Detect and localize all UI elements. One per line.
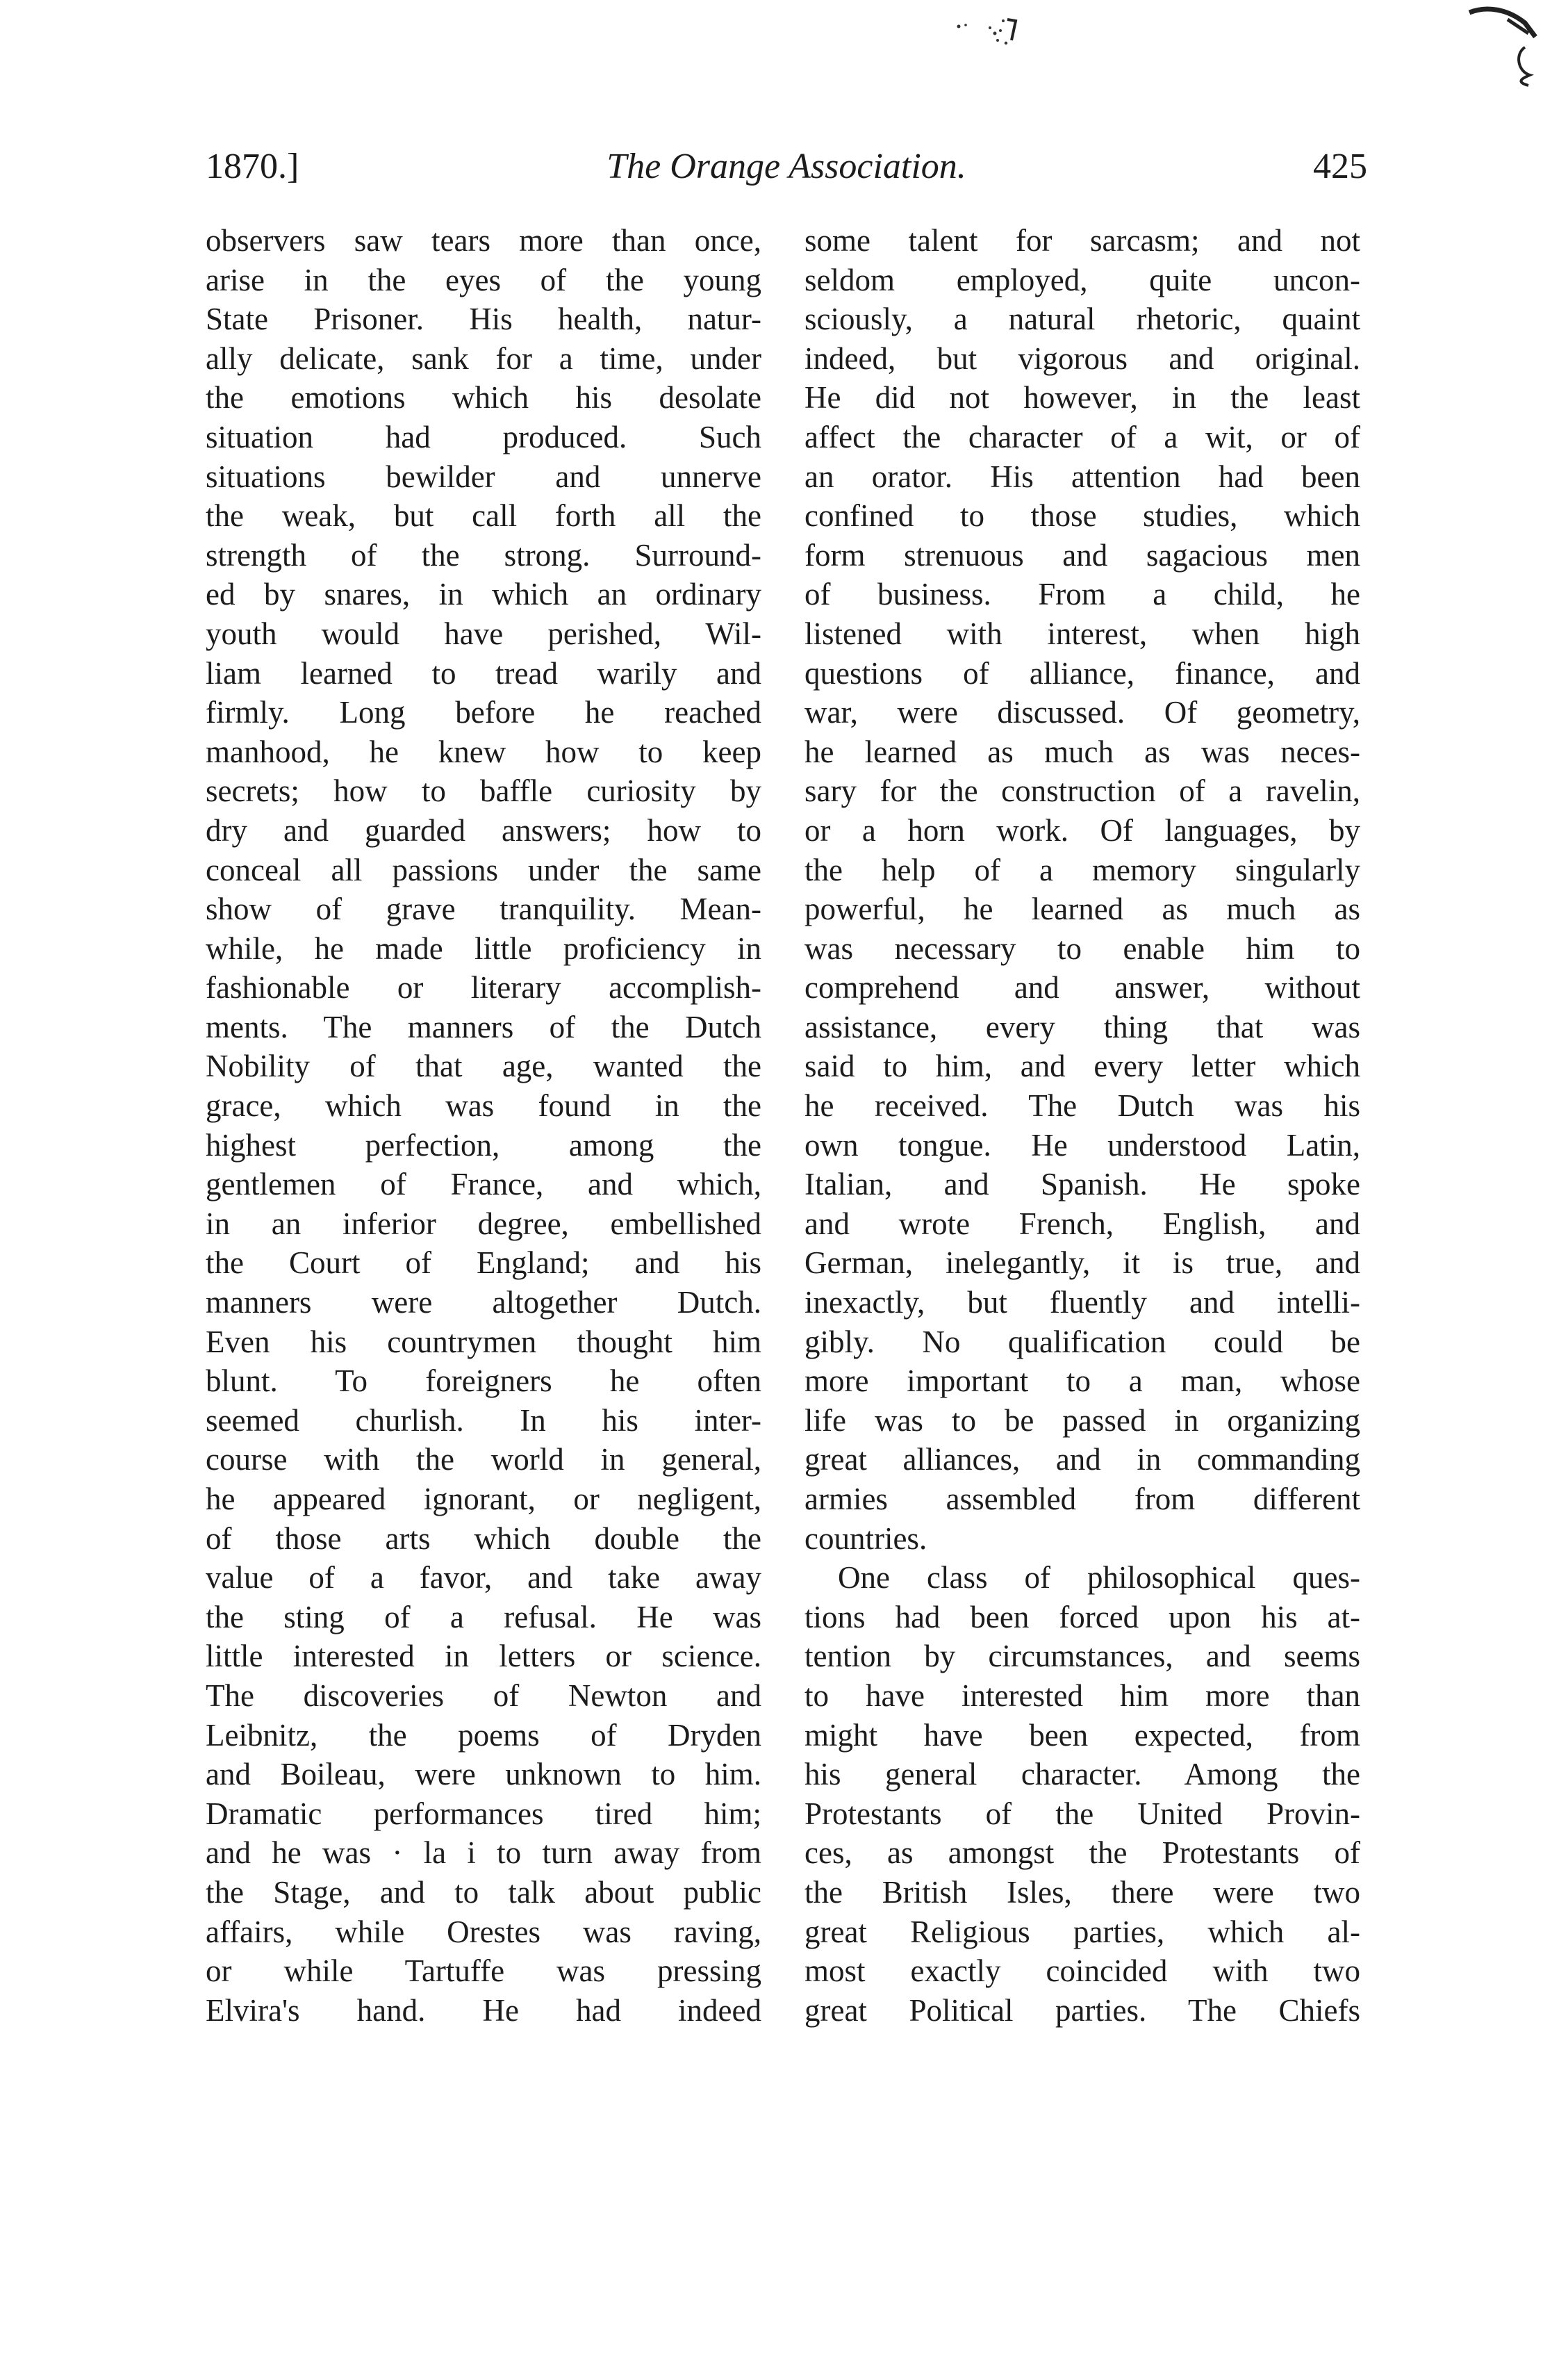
- text-line: tions had been forced upon his at-: [804, 1599, 1360, 1634]
- text-line: sary for the construction of a ravelin,: [804, 773, 1360, 809]
- text-line: gibly. No qualification could be: [804, 1324, 1360, 1359]
- text-line: the Court of England; and his: [206, 1245, 761, 1281]
- text-line: inexactly, but fluently and intelli-: [804, 1285, 1360, 1320]
- text-line: the weak, but call forth all the: [206, 498, 761, 534]
- text-line: blunt. To foreigners he often: [206, 1363, 761, 1399]
- text-line: manhood, he knew how to keep: [206, 734, 761, 769]
- text-line: the British Isles, there were two: [804, 1874, 1360, 1910]
- text-line: the help of a memory singularly: [804, 852, 1360, 887]
- text-line: secrets; how to baffle curiosity by: [206, 773, 761, 809]
- text-line: said to him, and every letter which: [804, 1049, 1360, 1084]
- text-line: indeed, but vigorous and original.: [804, 341, 1360, 376]
- text-line: highest perfection, among the: [206, 1127, 761, 1163]
- text-line: his general character. Among the: [804, 1757, 1360, 1792]
- left-text-column: [206, 221, 761, 2030]
- text-line: and wrote French, English, and: [804, 1206, 1360, 1241]
- text-line: seemed churlish. In his inter-: [206, 1402, 761, 1438]
- text-line: ments. The manners of the Dutch: [206, 1009, 761, 1044]
- text-line: grace, which was found in the: [206, 1088, 761, 1124]
- text-line: own tongue. He understood Latin,: [804, 1127, 1360, 1163]
- text-line: powerful, he learned as much as: [804, 892, 1360, 927]
- page-number: 425: [1313, 147, 1367, 186]
- text-line: the sting of a refusal. He was: [206, 1599, 761, 1634]
- text-line: he appeared ignorant, or negligent,: [206, 1482, 761, 1516]
- text-line: the Stage, and to talk about public: [206, 1874, 761, 1910]
- text-line: some talent for sarcasm; and not: [804, 223, 1360, 258]
- text-line: he received. The Dutch was his: [804, 1088, 1360, 1124]
- text-line: or while Tartuffe was pressing: [206, 1953, 761, 1989]
- text-line: ed by snares, in which an ordinary: [206, 577, 761, 612]
- text-line: Italian, and Spanish. He spoke: [804, 1167, 1360, 1202]
- text-line: firmly. Long before he reached: [206, 695, 761, 730]
- text-line: ces, as amongst the Protestants of: [804, 1835, 1360, 1871]
- text-line: State Prisoner. His health, natur-: [206, 302, 761, 337]
- text-line: little interested in letters or science.: [206, 1639, 761, 1674]
- text-line: course with the world in general,: [206, 1442, 761, 1477]
- text-line: strength of the strong. Surround-: [206, 537, 761, 573]
- text-line: arise in the eyes of the young: [206, 262, 761, 297]
- text-line: ally delicate, sank for a time, under: [206, 341, 761, 376]
- text-line: conceal all passions under the same: [206, 852, 761, 887]
- text-line: affairs, while Orestes was raving,: [206, 1914, 761, 1949]
- text-line: affect the character of a wit, or of: [804, 419, 1360, 454]
- text-line: youth would have perished, Wil-: [206, 616, 761, 651]
- text-line: questions of alliance, finance, and: [804, 655, 1360, 691]
- text-line: seldom employed, quite uncon-: [804, 262, 1360, 297]
- text-line: war, were discussed. Of geometry,: [804, 695, 1360, 730]
- text-line: form strenuous and sagacious men: [804, 537, 1360, 573]
- text-line: life was to be passed in organizing: [804, 1402, 1360, 1438]
- header-year: 1870.]: [206, 147, 299, 186]
- text-line: listened with interest, when high: [804, 616, 1360, 651]
- text-line: Even his countrymen thought him: [206, 1324, 761, 1359]
- text-line: confined to those studies, which: [804, 498, 1360, 534]
- text-line: Elvira's hand. He had indeed: [206, 1992, 761, 2028]
- text-line: One class of philosophical ques-: [838, 1560, 1360, 1596]
- text-line: or a horn work. Of languages, by: [804, 812, 1360, 848]
- text-line: dry and guarded answers; how to: [206, 812, 761, 848]
- text-line: Nobility of that age, wanted the: [206, 1049, 761, 1084]
- text-line: might have been expected, from: [804, 1717, 1360, 1753]
- text-line: fashionable or literary accomplish-: [206, 970, 761, 1006]
- text-line: situations bewilder and unnerve: [206, 459, 761, 494]
- text-line: great Religious parties, which al-: [804, 1914, 1360, 1949]
- text-line: and Boileau, were unknown to him.: [206, 1757, 761, 1792]
- text-line: sciously, a natural rhetoric, quaint: [804, 302, 1360, 337]
- text-line: of those arts which double the: [206, 1520, 761, 1556]
- text-line: assistance, every thing that was: [804, 1009, 1360, 1044]
- text-line: he learned as much as was neces-: [804, 734, 1360, 769]
- text-line: German, inelegantly, it is true, and: [804, 1245, 1360, 1281]
- text-line: the emotions which his desolate: [206, 380, 761, 416]
- text-line: tention by circumstances, and seems: [804, 1639, 1360, 1674]
- text-line: in an inferior degree, embellished: [206, 1206, 761, 1241]
- text-line: armies assembled from different: [804, 1482, 1360, 1516]
- text-line: most exactly coincided with two: [804, 1953, 1360, 1989]
- text-line: while, he made little proficiency in: [206, 930, 761, 966]
- text-line: Protestants of the United Provin-: [804, 1796, 1360, 1831]
- right-text-column: [804, 221, 1360, 2030]
- text-line: was necessary to enable him to: [804, 930, 1360, 966]
- header-title: The Orange Association.: [606, 147, 966, 186]
- text-line: situation had produced. Such: [206, 419, 761, 454]
- text-line: comprehend and answer, without: [804, 970, 1360, 1006]
- text-line: The discoveries of Newton and: [206, 1678, 761, 1713]
- text-line: manners were altogether Dutch.: [206, 1285, 761, 1320]
- text-line: to have interested him more than: [804, 1678, 1360, 1713]
- text-line: and he was · la i to turn away from: [206, 1835, 761, 1871]
- text-line: value of a favor, and take away: [206, 1560, 761, 1596]
- running-header: [206, 142, 1367, 191]
- text-line: gentlemen of France, and which,: [206, 1167, 761, 1202]
- text-line: He did not however, in the least: [804, 380, 1360, 416]
- text-line: more important to a man, whose: [804, 1363, 1360, 1399]
- text-line: show of grave tranquility. Mean-: [206, 892, 761, 927]
- text-line: countries.: [804, 1520, 927, 1556]
- text-line: liam learned to tread warily and: [206, 655, 761, 691]
- text-line: of business. From a child, he: [804, 577, 1360, 612]
- text-line: observers saw tears more than once,: [206, 223, 761, 258]
- ink-speck-mark: [952, 13, 1035, 54]
- corner-ink-mark: [1466, 6, 1542, 89]
- text-line: great alliances, and in commanding: [804, 1442, 1360, 1477]
- text-line: great Political parties. The Chiefs: [804, 1992, 1360, 2028]
- text-line: Dramatic performances tired him;: [206, 1796, 761, 1831]
- text-line: an orator. His attention had been: [804, 459, 1360, 494]
- text-line: Leibnitz, the poems of Dryden: [206, 1717, 761, 1753]
